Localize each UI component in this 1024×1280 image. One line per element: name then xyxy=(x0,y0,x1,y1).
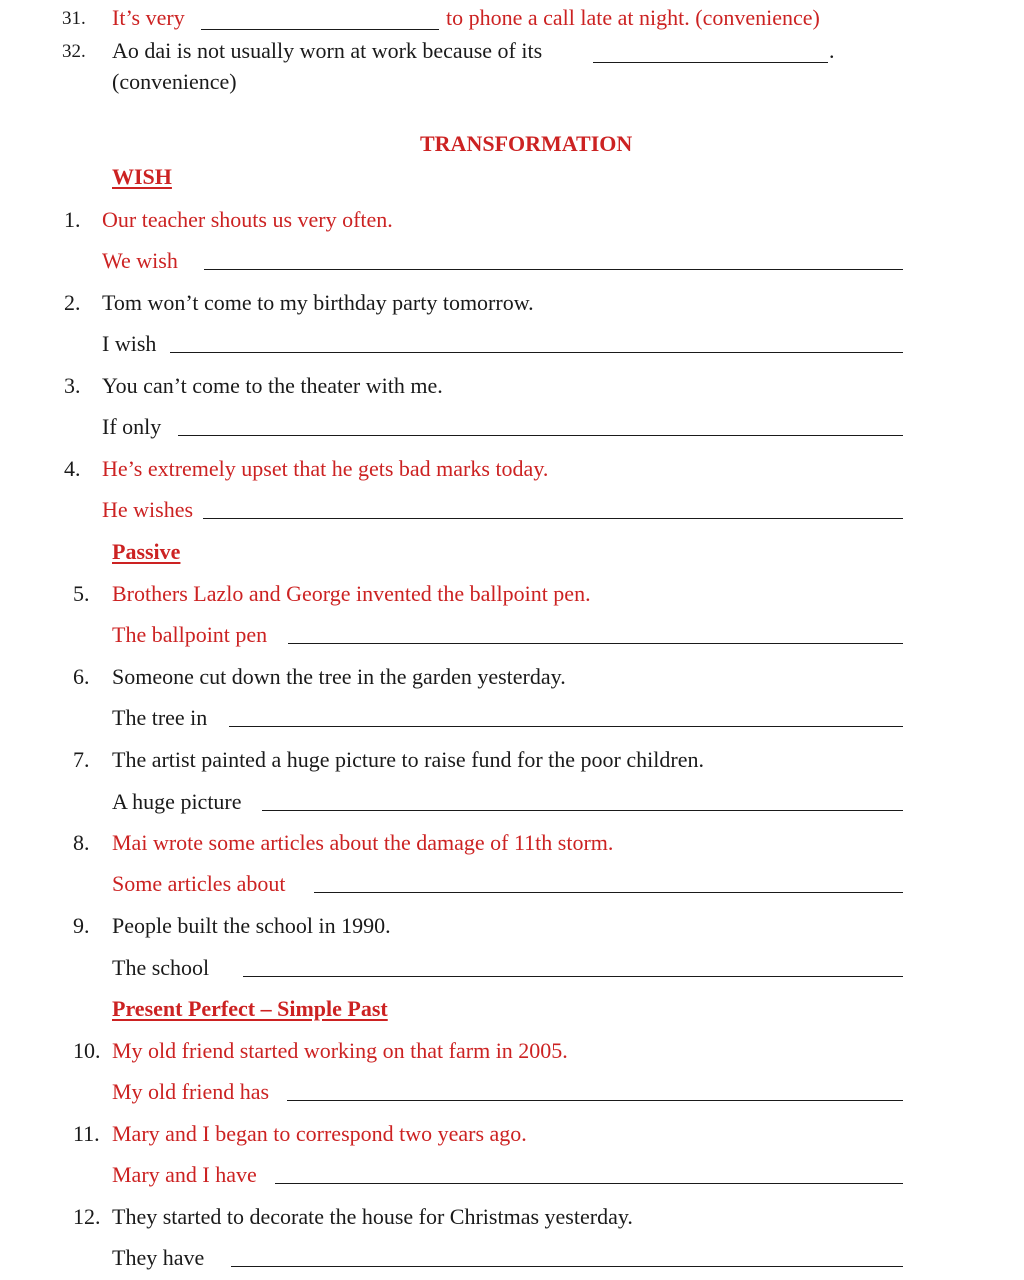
item-2-answer-line[interactable] xyxy=(170,352,903,353)
item-5-sentence: Brothers Lazlo and George invented the ballpoint pen. xyxy=(112,581,591,606)
item-1-sentence: Our teacher shouts us very often. xyxy=(102,207,393,232)
item-9-prompt: The school xyxy=(112,955,210,980)
item-2-number: 2. xyxy=(64,290,81,315)
item-12-prompt: They have xyxy=(112,1245,205,1270)
item-3-number: 3. xyxy=(64,373,81,398)
item-7-number: 7. xyxy=(73,747,90,772)
item-5-prompt: The ballpoint pen xyxy=(112,622,268,647)
item-1-number: 1. xyxy=(64,207,81,232)
item-8-answer-line[interactable] xyxy=(314,892,903,893)
item-3-prompt: If only xyxy=(102,414,162,439)
item-11-prompt: Mary and I have xyxy=(112,1162,257,1187)
question-32-hint: (convenience) xyxy=(112,69,237,94)
item-3-answer-line[interactable] xyxy=(178,435,903,436)
item-4-answer-line[interactable] xyxy=(203,518,903,519)
item-9-sentence: People built the school in 1990. xyxy=(112,913,391,938)
item-12-sentence: They started to decorate the house for Christmas yesterday. xyxy=(112,1204,633,1229)
item-10-answer-line[interactable] xyxy=(287,1100,903,1101)
section-heading-present-perfect: Present Perfect – Simple Past xyxy=(112,996,388,1021)
item-11-number: 11. xyxy=(73,1121,100,1146)
item-7-prompt: A huge picture xyxy=(112,789,242,814)
item-5-number: 5. xyxy=(73,581,90,606)
question-32-blank[interactable] xyxy=(593,62,828,63)
item-10-number: 10. xyxy=(73,1038,101,1063)
item-4-sentence: He’s extremely upset that he gets bad marks today. xyxy=(102,456,549,481)
item-10-sentence: My old friend started working on that farm in 2005. xyxy=(112,1038,568,1063)
item-3-sentence: You can’t come to the theater with me. xyxy=(102,373,443,398)
item-6-sentence: Someone cut down the tree in the garden yesterday. xyxy=(112,664,566,689)
item-6-prompt: The tree in xyxy=(112,705,208,730)
item-2-prompt: I wish xyxy=(102,331,157,356)
item-11-sentence: Mary and I began to correspond two years ago. xyxy=(112,1121,527,1146)
item-6-answer-line[interactable] xyxy=(229,726,903,727)
question-32-text: Ao dai is not usually worn at work because of its xyxy=(112,38,543,63)
item-8-number: 8. xyxy=(73,830,90,855)
question-32-number: 32. xyxy=(62,41,86,62)
item-1-answer-line[interactable] xyxy=(204,269,903,270)
item-6-number: 6. xyxy=(73,664,90,689)
item-4-number: 4. xyxy=(64,456,81,481)
item-5-answer-line[interactable] xyxy=(288,643,903,644)
section-heading-wish: WISH xyxy=(112,164,172,189)
question-31-text-start: It’s very xyxy=(112,5,185,30)
question-32-period: . xyxy=(829,38,835,63)
item-2-sentence: Tom won’t come to my birthday party tomorrow. xyxy=(102,290,534,315)
section-heading-passive: Passive xyxy=(112,539,181,564)
page-title: TRANSFORMATION xyxy=(420,131,633,156)
item-11-answer-line[interactable] xyxy=(275,1183,903,1184)
item-9-answer-line[interactable] xyxy=(243,976,903,977)
item-1-prompt: We wish xyxy=(102,248,178,273)
question-31-blank[interactable] xyxy=(201,29,439,30)
item-9-number: 9. xyxy=(73,913,90,938)
item-7-sentence: The artist painted a huge picture to raise fund for the poor children. xyxy=(112,747,704,772)
item-7-answer-line[interactable] xyxy=(262,810,903,811)
item-8-prompt: Some articles about xyxy=(112,871,286,896)
item-8-sentence: Mai wrote some articles about the damage of 11th storm. xyxy=(112,830,614,855)
item-12-answer-line[interactable] xyxy=(231,1266,903,1267)
item-12-number: 12. xyxy=(73,1204,101,1229)
question-31-number: 31. xyxy=(62,8,86,29)
item-4-prompt: He wishes xyxy=(102,497,194,522)
question-31-text-end: to phone a call late at night. (convenience) xyxy=(446,5,820,30)
item-10-prompt: My old friend has xyxy=(112,1079,270,1104)
